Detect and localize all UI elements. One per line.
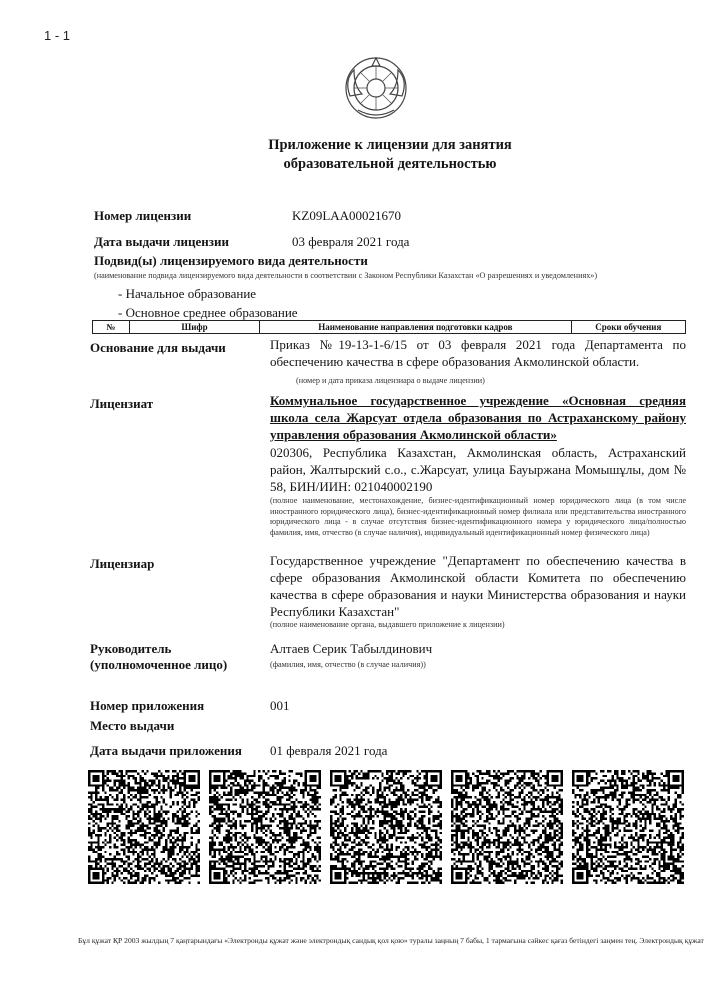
licensee-note: (полное наименование, местонахождение, бизнес-идентификационный номер юридического лица (в том числе иностранного юридического лица), бизнес-идентификационный номер филиала или представительства иностранного юридического лица - в случае отсутствия бизнес-идентификационного номера у юридического лица/полностью фамилия, имя, отчество (в случае наличия), индивидуальный идентификационный номер физического лица) (270, 496, 686, 537)
appendix-date-value: 01 февраля 2021 года (270, 743, 388, 758)
license-number-label: Номер лицензии (94, 208, 192, 223)
basis-note: (номер и дата приказа лицензиара о выдаче лицензии) (296, 376, 485, 385)
qr-code-icon (88, 770, 200, 884)
licensor-note: (полное наименование органа, выдавшего приложение к лицензии) (270, 620, 505, 629)
license-number-value: KZ09LAA00021670 (292, 208, 402, 223)
qr-code-icon (330, 770, 442, 884)
licensor-value: Государственное учреждение "Департамент по обеспечению качества в сфере образования Акмолинской области Комитета по обеспечению качества в сфере образования и науки Министерства образования и науки Республики Казахстан" (270, 553, 686, 619)
head-label-subtitle: (уполномоченное лицо) (90, 657, 228, 672)
head-value: Алтаев Серик Табылдинович (270, 641, 433, 656)
licensor-label: Лицензиар (90, 556, 155, 571)
head-label: Руководитель (90, 641, 172, 656)
table-header-duration: Сроки обучения (595, 322, 662, 332)
subtypes-note: (наименование подвида лицензируемого вида деятельности в соответствии с Законом Республики Казахстан «О разрешениях и уведомлениях») (94, 271, 598, 280)
licensee-address: 020306, Республика Казахстан, Акмолинская область, Астраханский район, Жалтырский с.о., с.Жарсуат, улица Бауыржана Момышұлы, дом № 58, БИН/ИИН: 021040002190 (270, 445, 686, 494)
table-header-direction: Наименование направления подготовки кадров (260, 321, 571, 333)
appendix-date-label: Дата выдачи приложения (90, 743, 242, 758)
subtype-item: - Основное среднее образование (118, 305, 298, 320)
table-header-number: № (93, 321, 130, 333)
licensee-label: Лицензиат (90, 396, 154, 411)
document-title: Приложение к лицензии для занятия образовательной деятельностью (268, 137, 512, 172)
head-note: (фамилия, имя, отчество (в случае наличия)) (270, 660, 426, 669)
basis-value: Приказ №19-13-1-6/15 от 03 февраля 2021 года Департамента по обеспечению качества в сфере образования Акмолинской области. (270, 337, 686, 369)
basis-label: Основание для выдачи (90, 340, 226, 355)
subtypes-label: Подвид(ы) лицензируемого вида деятельности (94, 253, 368, 268)
qr-code-icon (451, 770, 563, 884)
footer-legal-note: Бұл құжат ҚР 2003 жылдың 7 қаңтарындағы «Электронды құжат және электрондық сандық қол қою» туралы заңның 7 бабы, 1 тармағына сәйкес қағаз бетіндегі заңмен тең. Электрондық құжат (78, 936, 704, 945)
license-date-value: 03 февраля 2021 года (292, 234, 410, 249)
licensee-name: Коммунальное государственное учреждение «Основная средняя школа села Жарсуат отдела образования по Астраханскому району управления образования Акмолинской области» (270, 393, 686, 442)
qr-code-icon (209, 770, 321, 884)
qr-code-icon (572, 770, 684, 884)
state-emblem-icon (340, 50, 412, 122)
appendix-number-label: Номер приложения (90, 698, 205, 713)
page-number: 1 - 1 (44, 28, 71, 43)
issue-place-label: Место выдачи (90, 718, 175, 733)
programs-table-header (92, 320, 686, 334)
subtype-item: - Начальное образование (118, 286, 257, 301)
appendix-number-value: 001 (270, 698, 290, 713)
table-header-code: Шифр (130, 321, 260, 333)
license-date-label: Дата выдачи лицензии (94, 234, 229, 249)
